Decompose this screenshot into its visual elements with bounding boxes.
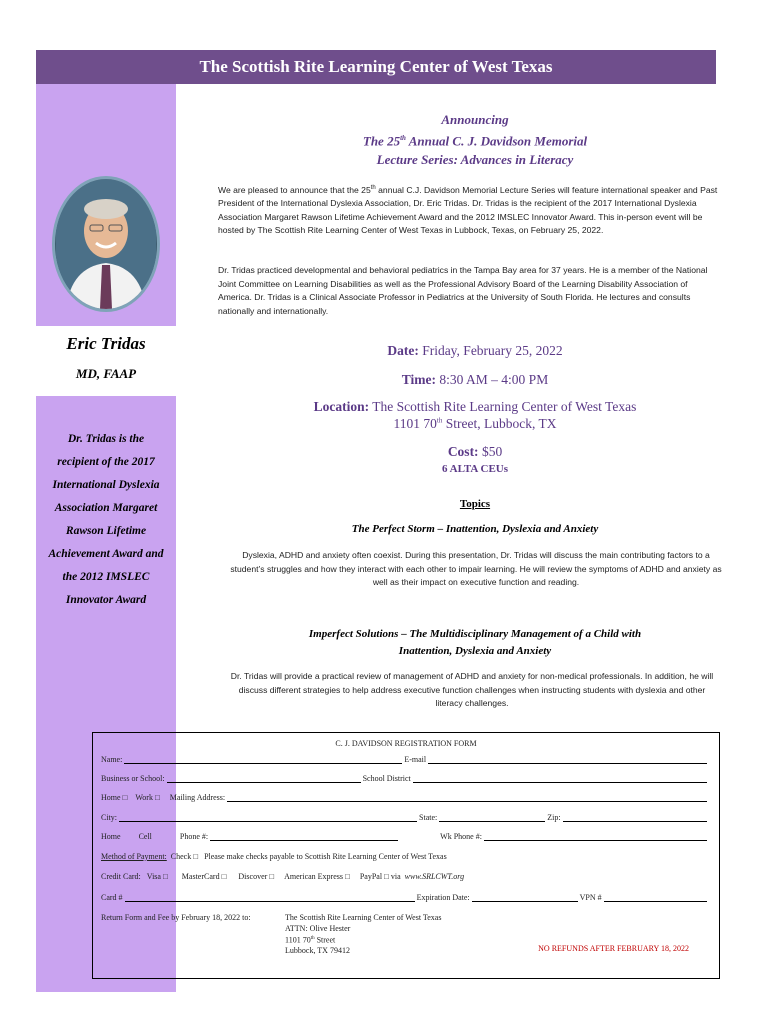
district-field[interactable] <box>413 774 707 783</box>
check-note: Please make checks payable to Scottish Rite Learning Center of West Texas <box>204 852 447 861</box>
return-address <box>285 913 441 957</box>
name-label: Name: <box>101 755 123 764</box>
mastercard-checkbox[interactable]: MasterCard □ <box>181 872 227 881</box>
award-text <box>36 428 176 612</box>
topic2-title-line2: Inattention, Dyslexia and Anxiety <box>398 645 552 657</box>
no-refunds-notice: NO REFUNDS AFTER FEBRUARY 18, 2022 <box>538 944 689 953</box>
vpn-field[interactable] <box>604 893 707 902</box>
topics-heading: Topics <box>459 498 491 510</box>
business-field[interactable] <box>167 774 361 783</box>
return-address-line: Lubbock, TX 79412 <box>285 946 350 956</box>
award-line: the 2012 IMSLEC <box>62 571 150 583</box>
form-row-card <box>101 893 709 902</box>
award-line: recipient of the 2017 <box>57 456 155 468</box>
form-row-phone <box>101 832 709 841</box>
event-location: Location: The Scottish Rite Learning Center of West Texas <box>313 399 637 414</box>
return-address-line: 1101 70th Street <box>285 935 336 945</box>
form-row-city <box>101 813 709 822</box>
award-line: Rawson Lifetime <box>65 525 147 537</box>
form-row-name <box>101 755 709 764</box>
district-label: School District <box>362 774 411 783</box>
return-address-line: The Scottish Rite Learning Center of West Texas <box>285 913 442 922</box>
paypal-site[interactable]: www.SRLCWT.org <box>404 872 465 881</box>
topic1-description: Dyslexia, ADHD and anxiety often coexist. During this presentation, Dr. Tridas will discuss the main contributing factors to a student’s struggles and how they interact with each other to impair learning. He will review the symptoms of ADHD and anxiety as well as their impact on executive function and reading. <box>230 550 722 587</box>
speaker-credentials: MD, FAAP <box>75 366 137 381</box>
card-field[interactable] <box>125 893 415 902</box>
award-line: Dr. Tridas is the <box>67 433 145 445</box>
topic2-description: Dr. Tridas will provide a practical review of management of ADHD and anxiety for non-medical professionals. In addition, he will discuss different strategies to help address executive function challenges when instructing students with dyslexia and other literacy challenges. <box>230 671 714 708</box>
discover-checkbox[interactable]: Discover □ <box>238 872 275 881</box>
city-field[interactable] <box>119 813 417 822</box>
amex-checkbox[interactable]: American Express □ <box>284 872 350 881</box>
announce-line1: Announcing <box>441 112 509 127</box>
payment-method-label: Method of Payment: <box>101 852 167 861</box>
announce-line2: The 25th Annual C. J. Davidson Memorial <box>362 133 588 149</box>
announcement-heading <box>200 110 750 169</box>
topic1-title: The Perfect Storm – Inattention, Dyslexia and Anxiety <box>351 523 599 535</box>
form-title: C. J. DAVIDSON REGISTRATION FORM <box>335 739 477 748</box>
name-field[interactable] <box>124 755 402 764</box>
zip-label: Zip: <box>547 813 561 822</box>
form-row-payment <box>101 852 709 861</box>
phone-field[interactable] <box>210 832 398 841</box>
form-row-business <box>101 774 709 783</box>
zip-field[interactable] <box>563 813 707 822</box>
speaker-photo <box>52 176 160 312</box>
event-ceus: 6 ALTA CEUs <box>441 463 509 475</box>
city-label: City: <box>101 813 118 822</box>
work-checkbox[interactable]: Work □ <box>135 793 160 802</box>
card-label: Card # <box>101 893 123 902</box>
registration-form <box>92 732 720 979</box>
event-date: Date: Friday, February 25, 2022 <box>387 343 563 358</box>
vpn-label: VPN # <box>579 893 602 902</box>
form-row-credit <box>101 872 709 881</box>
credit-card-label: Credit Card: <box>101 872 141 881</box>
event-time: Time: 8:30 AM – 4:00 PM <box>401 372 549 387</box>
expiration-label: Expiration Date: <box>416 893 470 902</box>
speaker-name: Eric Tridas <box>66 334 146 353</box>
form-row-address <box>101 793 709 802</box>
state-label: State: <box>419 813 438 822</box>
mailing-field[interactable] <box>227 793 707 802</box>
award-line: Achievement Award and <box>48 548 164 560</box>
award-line: International Dyslexia <box>52 479 160 491</box>
return-address-line: ATTN: Olive Hester <box>285 923 351 933</box>
event-address: 1101 70th Street, Lubbock, TX <box>393 416 557 431</box>
intro-paragraph-1: We are pleased to announce that the 25th annual C.J. Davidson Memorial Lecture Series will feature international speaker and Past President of the International Dyslexia Association, Dr. Eric Tridas. Dr. Tridas is the recipient of the 2017 International Dyslexia Association Margaret Rawson Lifetime Achievement Award and the 2012 IMSLEC Innovator Award. This in-person event will be hosted by The Scottish Rite Learning Center of West Texas in Lubbock, Texas, on February 25, 2022. <box>218 184 718 236</box>
award-line: Innovator Award <box>65 594 147 606</box>
home-phone-option[interactable]: Home <box>101 832 121 841</box>
state-field[interactable] <box>439 813 545 822</box>
email-label: E-mail <box>404 755 427 764</box>
wk-phone-label: Wk Phone #: <box>440 832 482 841</box>
return-instructions: Return Form and Fee by February 18, 2022 to: <box>101 913 251 922</box>
expiration-field[interactable] <box>472 893 578 902</box>
wk-phone-field[interactable] <box>484 832 707 841</box>
announce-line3: Lecture Series: Advances in Literacy <box>376 152 574 168</box>
email-field[interactable] <box>428 755 707 764</box>
portrait-photo-icon <box>55 179 157 309</box>
business-label: Business or School: <box>101 774 165 783</box>
paypal-checkbox[interactable]: PayPal □ via <box>359 872 401 881</box>
header-banner: The Scottish Rite Learning Center of West Texas <box>36 50 716 84</box>
intro-paragraph-2: Dr. Tridas practiced developmental and behavioral pediatrics in the Tampa Bay area for 37 years. He is a member of the National Joint Committee on Learning Disabilities as well as the Professional Advisory Board of the Learning Disability Association of America. Dr. Tridas is a Clinical Associate Professor in Pediatrics at the University of South Florida. He lectures and consults nationally and internationally. <box>218 265 708 316</box>
phone-label: Phone #: <box>179 832 209 841</box>
home-checkbox[interactable]: Home □ <box>101 793 128 802</box>
check-checkbox[interactable]: Check □ <box>170 852 199 861</box>
event-cost: Cost: $50 <box>447 444 503 459</box>
topic2-title-line1: Imperfect Solutions – The Multidisciplinary Management of a Child with <box>308 628 642 640</box>
cell-phone-option[interactable]: Cell <box>138 832 152 841</box>
speaker-namebox <box>36 326 176 396</box>
mailing-label: Mailing Address: <box>169 793 226 802</box>
award-line: Association Margaret <box>54 502 158 514</box>
visa-checkbox[interactable]: Visa □ <box>146 872 168 881</box>
